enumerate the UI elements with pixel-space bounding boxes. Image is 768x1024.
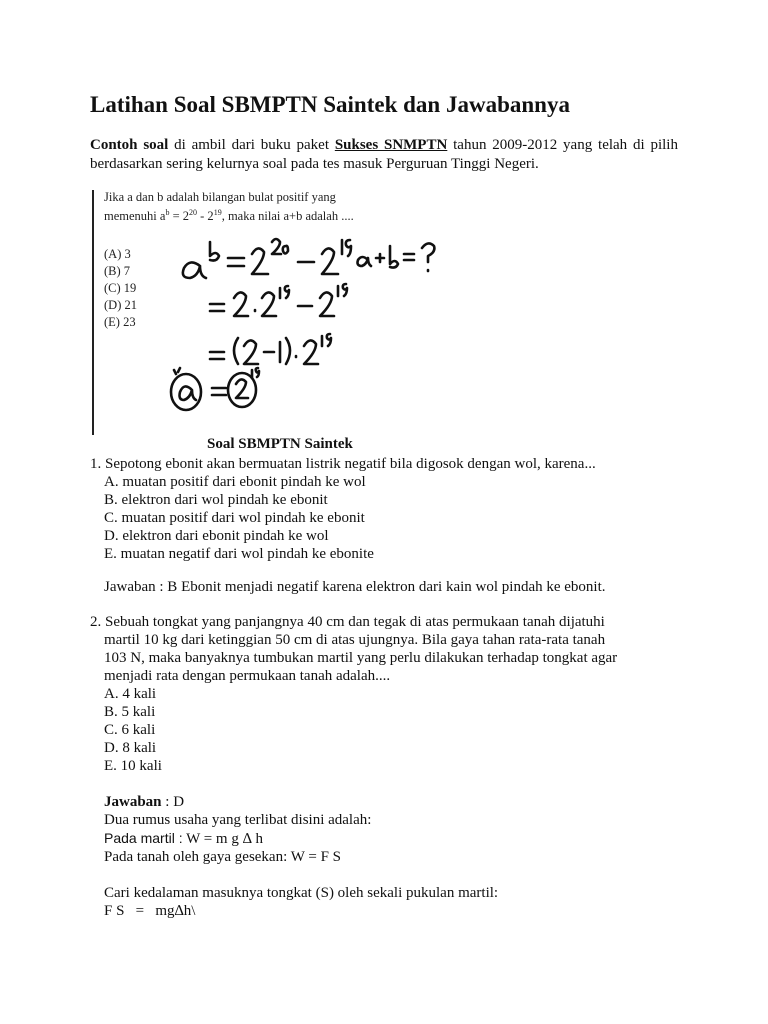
explain-line: Cari kedalaman masuknya tongkat (S) oleh sekali pukulan martil: [104, 885, 499, 901]
option: D. elektron dari ebonit pindah ke wol [104, 528, 329, 544]
page-title: Latihan Soal SBMPTN Saintek dan Jawabannya [90, 92, 570, 117]
intro-lead: Contoh soal [90, 137, 169, 153]
option: B. 5 kali [104, 704, 156, 720]
sample-problem-text: Jika a dan b adalah bilangan bulat positif yang memenuhi $a^b = 2^{20} - 2^{19}$, maka nilai a+b adalah .... [104, 190, 354, 224]
explain-line: Pada tanah oleh gaya gesekan: W = F S [104, 849, 342, 865]
option: D. 8 kali [104, 740, 157, 756]
handwritten-solution [92, 190, 468, 435]
option: A. 4 kali [104, 686, 157, 702]
book-title: Sukses SNMPTN [334, 137, 448, 153]
question-text: 2. Sebuah tongkat yang panjangnya 40 cm dan tegak di atas permukaan tanah dijatuhi [90, 614, 605, 630]
answer-line [104, 793, 498, 811]
question-2 [90, 613, 617, 775]
option: E. muatan negatif dari wol pindah ke ebonite [104, 546, 374, 562]
intro-text-2: tahun 2009-2012 yang telah di pilih berdasarkan sering kelurnya soal pada tes masuk Perguruan Tinggi Negeri. [90, 137, 678, 172]
sample-choice: (D) 21 [104, 298, 137, 312]
sample-choice: (E) 23 [104, 315, 136, 329]
sample-choice: (B) 7 [104, 264, 131, 278]
question-text: 1. Sepotong ebonit akan bermuatan listrik negatif bila digosok dengan wol, karena... [90, 456, 596, 472]
answer-2 [104, 793, 498, 920]
question-text: 103 N, maka banyaknya tumbukan martil yang perlu dilakukan terhadap tongkat agar [104, 650, 618, 666]
sample-choice: (C) 19 [104, 281, 137, 295]
answer-1: Jawaban : B Ebonit menjadi negatif karena elektron dari kain wol pindah ke ebonit. [104, 579, 606, 595]
explain-line: Dua rumus usaha yang terlibat disini adalah: [104, 812, 372, 828]
answer-value: : D [161, 794, 185, 810]
question-text: menjadi rata dengan permukaan tanah adalah.... [104, 668, 391, 684]
explain-line: F S = mg∆h\ [104, 903, 196, 919]
answer-label: Jawaban [104, 794, 162, 810]
option: B. elektron dari wol pindah ke ebonit [104, 492, 328, 508]
option: E. 10 kali [104, 758, 162, 774]
question-text: martil 10 kg dari ketinggian 50 cm di atas ujungnya. Bila gaya tahan rata-rata tanah [104, 632, 606, 648]
sample-problem-image [92, 190, 468, 435]
intro-text-1: di ambil dari buku paket [168, 137, 335, 153]
sample-choice: (A) 3 [104, 247, 131, 261]
option: A. muatan positif dari ebonit pindah ke wol [104, 474, 366, 490]
option: C. muatan positif dari wol pindah ke ebonit [104, 510, 365, 526]
intro-paragraph [90, 136, 678, 174]
explain-label: Pada martil : [104, 830, 183, 846]
option: C. 6 kali [104, 722, 156, 738]
question-1 [90, 455, 596, 563]
explain-formula: W = m g ∆ h [182, 831, 264, 847]
explain-line [104, 829, 498, 848]
section-title: Soal SBMPTN Saintek [207, 436, 353, 452]
